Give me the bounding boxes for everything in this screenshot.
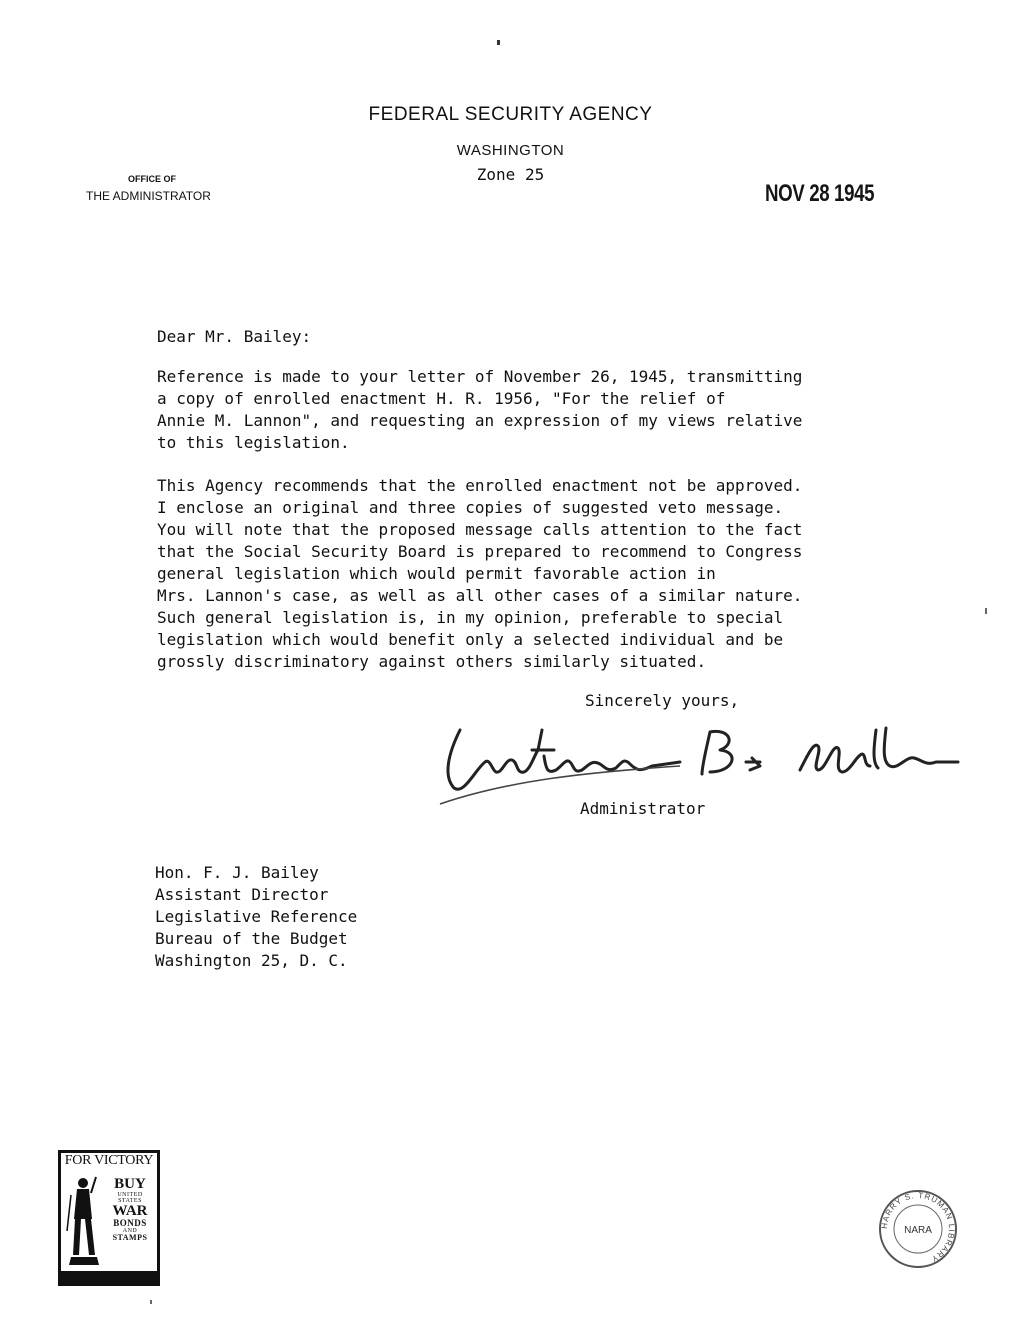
- addressee-block: Hon. F. J. Bailey Assistant Director Legislative Reference Bureau of the Budget Washington 25, D. C.: [155, 863, 358, 970]
- seal-ring-text: HARRY S. TRUMAN LIBRARY: [879, 1190, 957, 1264]
- office-line-1: OFFICE OF: [128, 174, 176, 184]
- war-bonds-poster: [58, 1150, 160, 1286]
- zone-line: Zone 25: [476, 165, 545, 184]
- office-line-2: THE ADMINISTRATOR: [86, 189, 211, 203]
- agency-name: FEDERAL SECURITY AGENCY: [368, 104, 653, 125]
- truman-library-seal-icon: [877, 1188, 959, 1270]
- poster-bonds: BONDS: [113, 1218, 147, 1228]
- date-stamp: NOV 28 1945: [765, 180, 875, 207]
- salutation: Dear Mr. Bailey:: [157, 327, 312, 346]
- poster-war: WAR: [112, 1203, 148, 1219]
- stray-mark: [497, 40, 500, 45]
- stray-mark: [985, 608, 987, 614]
- poster-stamps: STAMPS: [112, 1233, 148, 1242]
- body-paragraph-2: This Agency recommends that the enrolled enactment not be approved. I enclose an original and three copies of suggested veto message. You will note that the proposed message calls attention to the fact that the Social Security Board is prepared to recommend to Congress general legislation which would permit favorable action in Mrs. Lannon's case, as well as all other cases of a similar nature. Such general legislation is, in my opinion, preferable to special legislation which would benefit only a selected individual and be grossly discriminatory against others similarly situated.: [157, 476, 803, 671]
- body-paragraph-1: Reference is made to your letter of November 26, 1945, transmitting a copy of enrolled enactment H. R. 1956, "For the relief of Annie M. Lannon", and requesting an expression of my views relative to this legislation.: [157, 367, 803, 452]
- handwritten-signature: [430, 700, 970, 810]
- minuteman-figure-icon: [65, 1175, 101, 1267]
- agency-city: WASHINGTON: [456, 142, 565, 159]
- seal-center-text: NARA: [904, 1225, 932, 1236]
- poster-text: [105, 1177, 155, 1242]
- poster-buy: BUY: [114, 1176, 146, 1192]
- poster-and: AND: [122, 1228, 138, 1234]
- signature-title: Administrator: [580, 799, 706, 818]
- poster-header: FOR VICTORY: [64, 1153, 154, 1168]
- closing: Sincerely yours,: [585, 691, 740, 710]
- stray-mark: [150, 1300, 152, 1304]
- poster-states: STATES: [118, 1198, 142, 1204]
- poster-bottom-bar: [61, 1271, 157, 1283]
- poster-united: UNITED: [117, 1192, 143, 1198]
